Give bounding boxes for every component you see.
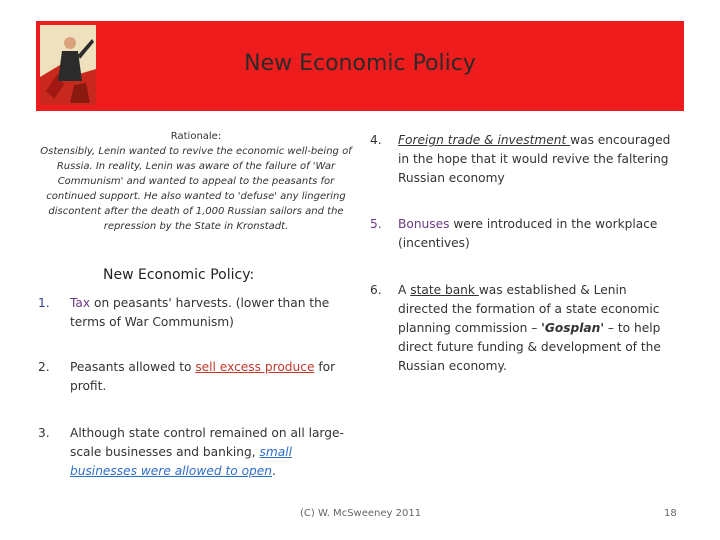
sell-excess-keyword: sell excess produce <box>195 360 315 374</box>
item-text <box>398 215 680 253</box>
bonuses-keyword: Bonuses <box>398 217 450 231</box>
item4-rest: was encouraged in the hope that it would revive the faltering Russian economy <box>398 133 671 185</box>
item6-post: – to help direct future funding & development of the Russian economy. <box>398 321 661 373</box>
rationale-heading: Rationale: <box>170 131 222 142</box>
item-number: 6. <box>370 283 382 297</box>
page-number: 18 <box>664 508 677 519</box>
item-number: 1. <box>38 296 50 310</box>
item-number: 2. <box>38 360 50 374</box>
nep-item-5 <box>370 215 680 253</box>
item-number: 3. <box>38 426 50 440</box>
tax-rest: on peasants' harvests. (lower than the terms of War Communism) <box>70 296 330 329</box>
rationale-body: Ostensibly, Lenin wanted to revive the economic well-being of Russia. In reality, Lenin was aware of the failure of 'War Communism' and wanted to appeal to the peasants for continued support. He also wanted to 'defuse' any lingering discontent after the death of 1,000 Russian sailors and the repression by the State in Kronstadt. <box>40 146 352 232</box>
item6-pre: A <box>398 283 411 297</box>
foreign-trade-keyword: Foreign trade & investment <box>398 133 571 147</box>
nep-heading: New Economic Policy: <box>103 267 255 283</box>
slide-title: New Economic Policy <box>244 51 476 76</box>
item-text <box>398 281 680 376</box>
item6-mid: was established & Lenin directed the formation of a state economic planning commission – <box>398 283 660 335</box>
item-text <box>70 424 354 481</box>
item-text <box>398 131 680 188</box>
item2-post: for profit. <box>70 360 336 393</box>
item-text <box>70 358 354 396</box>
nep-item-2 <box>38 358 354 396</box>
nep-item-3 <box>38 424 354 481</box>
title-banner <box>36 21 684 111</box>
tax-keyword: Tax <box>70 296 91 310</box>
item3-post: . <box>272 464 276 478</box>
nep-item-1 <box>38 294 354 332</box>
item-number: 4. <box>370 133 382 147</box>
nep-item-6 <box>370 281 680 376</box>
small-business-keyword: small businesses were allowed to open <box>70 445 292 478</box>
item-number: 5. <box>370 217 382 231</box>
state-bank-keyword: state bank <box>410 283 479 297</box>
gosplan-keyword: 'Gosplan' <box>541 321 605 335</box>
rationale-block <box>38 129 354 234</box>
nep-item-4 <box>370 131 680 188</box>
item5-rest: were introduced in the workplace (incentives) <box>398 217 658 250</box>
item3-pre: Although state control remained on all large-scale businesses and banking, <box>70 426 344 459</box>
item2-pre: Peasants allowed to <box>70 360 196 374</box>
item-text <box>70 294 354 332</box>
footer-credit: (C) W. McSweeney 2011 <box>300 508 422 519</box>
